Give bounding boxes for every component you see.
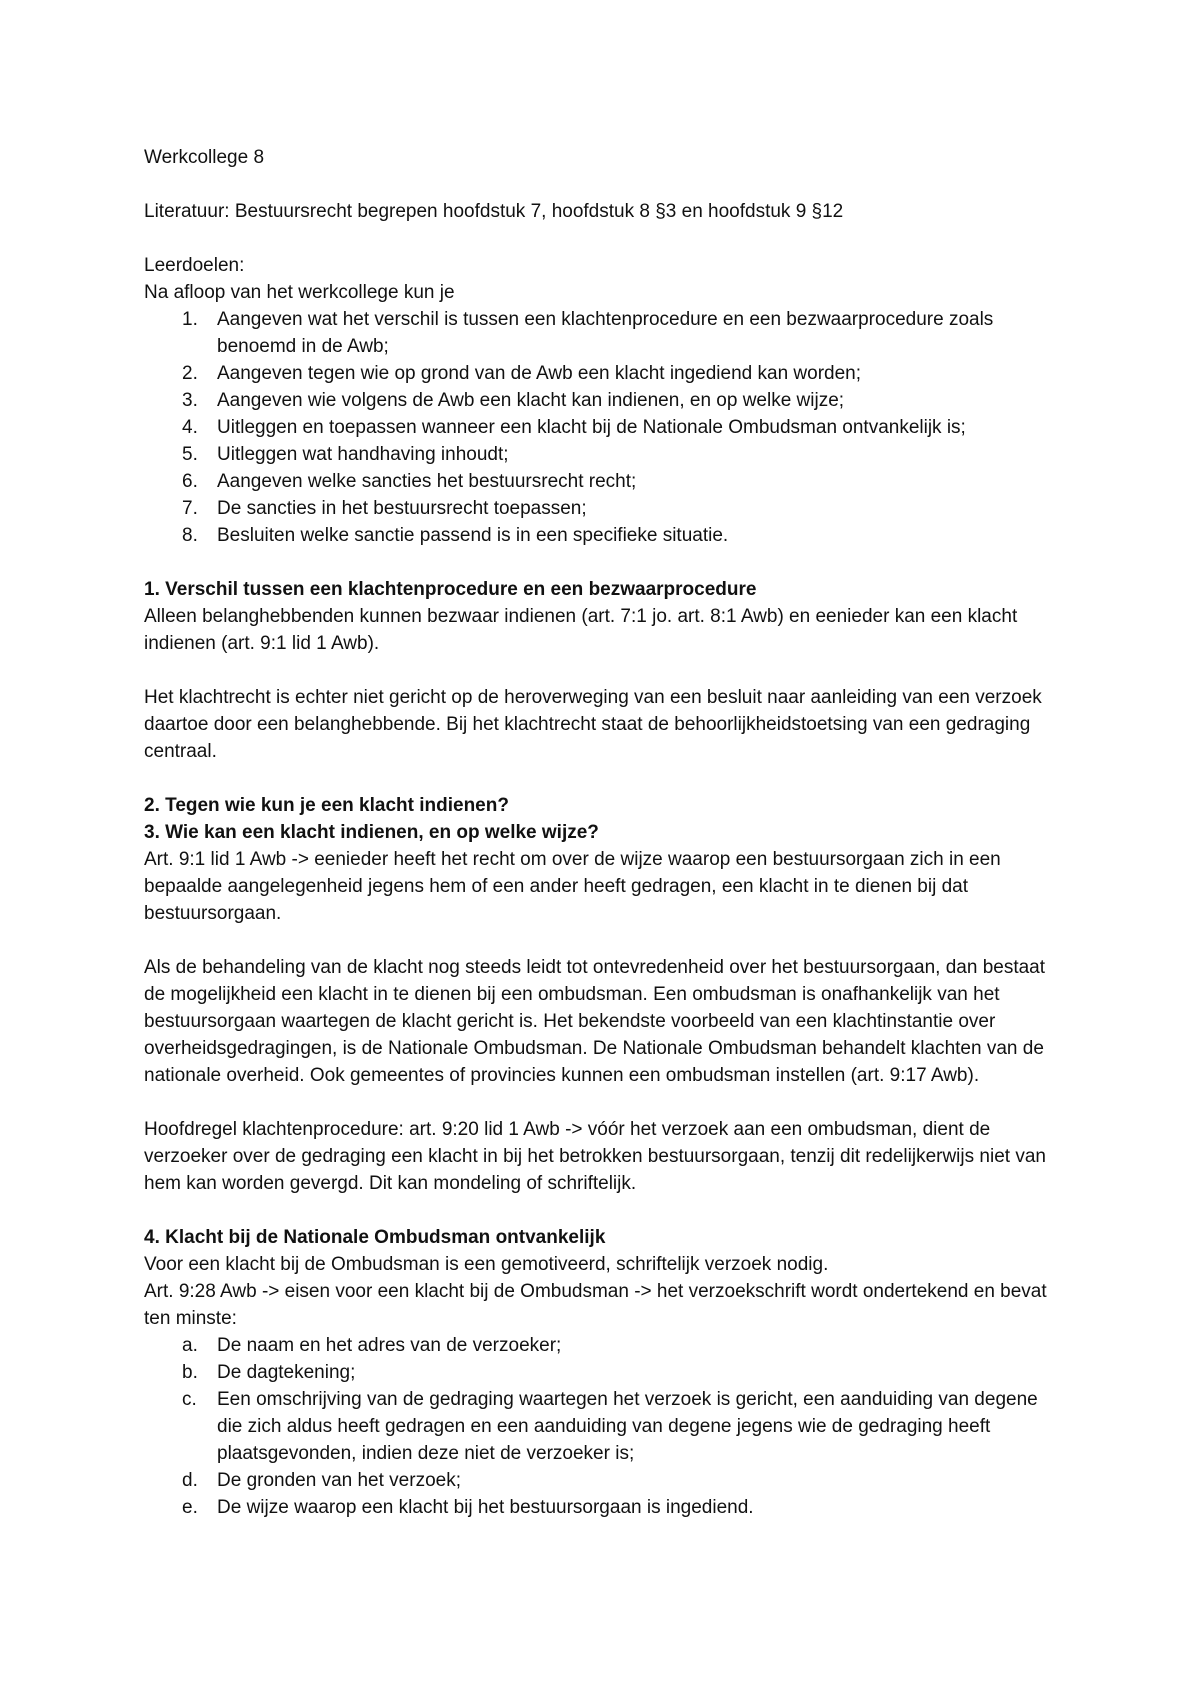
document-title: Werkcollege 8 xyxy=(144,147,265,168)
section-3-heading: 3. Wie kan een klacht indienen, en op welke wijze? xyxy=(144,822,599,843)
section-1-heading: 1. Verschil tussen een klachtenprocedure en een bezwaarprocedure xyxy=(144,579,757,600)
list-marker: 3. xyxy=(182,390,198,411)
list-item-text: De naam en het adres van de verzoeker; xyxy=(217,1335,562,1356)
section-4-heading: 4. Klacht bij de Nationale Ombudsman ontvankelijk xyxy=(144,1227,606,1248)
literature-line: Literatuur: Bestuursrecht begrepen hoofdstuk 7, hoofdstuk 8 §3 en hoofdstuk 9 §12 xyxy=(144,201,844,222)
list-item-text: Uitleggen en toepassen wanneer een klacht bij de Nationale Ombudsman ontvankelijk is; xyxy=(217,417,966,438)
list-marker: 8. xyxy=(182,525,198,546)
list-marker: 2. xyxy=(182,363,198,384)
section-3-paragraph-3: Hoofdregel klachtenprocedure: art. 9:20 lid 1 Awb -> vóór het verzoek aan een ombudsman, dient de verzoeker over de gedraging een klacht in bij het betrokken bestuursorgaan, tenzij dit redelijkerwijs niet van hem kan worden gevergd. Dit kan mondeling of schriftelijk. xyxy=(144,1119,1046,1194)
learning-goals-heading: Leerdoelen: xyxy=(144,255,245,276)
list-item xyxy=(144,306,1064,360)
list-item-text: De gronden van het verzoek; xyxy=(217,1470,461,1491)
list-item xyxy=(144,414,1064,441)
list-item xyxy=(144,1494,1064,1521)
section-1-paragraph-2: Het klachtrecht is echter niet gericht op de heroverweging van een besluit naar aanleiding van een verzoek daartoe door een belanghebbende. Bij het klachtrecht staat de behoorlijkheidstoetsing van een gedraging centraal. xyxy=(144,687,1042,762)
list-marker: b. xyxy=(182,1362,198,1383)
list-item-text: Uitleggen wat handhaving inhoudt; xyxy=(217,444,509,465)
list-marker: 4. xyxy=(182,417,198,438)
section-3-paragraph-1: Art. 9:1 lid 1 Awb -> eenieder heeft het recht om over de wijze waarop een bestuursorgaan zich in een bepaalde aangelegenheid jegens hem of een ander heeft gedragen, een klacht in te dienen bij dat bestuursorgaan. xyxy=(144,849,1001,924)
list-item-text: Aangeven wie volgens de Awb een klacht kan indienen, en op welke wijze; xyxy=(217,390,845,411)
list-item-text: Aangeven wat het verschil is tussen een klachtenprocedure en een bezwaarprocedure zoals benoemd in de Awb; xyxy=(217,309,994,357)
section-4-paragraph-1: Voor een klacht bij de Ombudsman is een gemotiveerd, schriftelijk verzoek nodig. xyxy=(144,1254,829,1275)
list-item xyxy=(144,1386,1064,1467)
requirements-list xyxy=(144,1332,1064,1521)
list-item xyxy=(144,441,1064,468)
list-marker: d. xyxy=(182,1470,198,1491)
list-marker: a. xyxy=(182,1335,198,1356)
list-marker: 6. xyxy=(182,471,198,492)
list-item-text: Een omschrijving van de gedraging waartegen het verzoek is gericht, een aanduiding van degene die zich aldus heeft gedragen en een aanduiding van degene jegens wie de gedraging heeft plaatsgevonden, indien deze niet de verzoeker is; xyxy=(217,1389,1038,1464)
list-item xyxy=(144,495,1064,522)
list-item xyxy=(144,1332,1064,1359)
list-item-text: Besluiten welke sanctie passend is in een specifieke situatie. xyxy=(217,525,729,546)
list-item-text: De wijze waarop een klacht bij het bestuursorgaan is ingediend. xyxy=(217,1497,754,1518)
section-1-paragraph-1: Alleen belanghebbenden kunnen bezwaar indienen (art. 7:1 jo. art. 8:1 Awb) en eenieder kan een klacht indienen (art. 9:1 lid 1 Awb). xyxy=(144,606,1018,654)
list-marker: 5. xyxy=(182,444,198,465)
list-marker: 1. xyxy=(182,309,198,330)
document-page xyxy=(144,144,1064,1521)
list-marker: 7. xyxy=(182,498,198,519)
section-2-heading: 2. Tegen wie kun je een klacht indienen? xyxy=(144,795,509,816)
list-item xyxy=(144,387,1064,414)
list-item-text: De dagtekening; xyxy=(217,1362,356,1383)
section-3-paragraph-2: Als de behandeling van de klacht nog steeds leidt tot ontevredenheid over het bestuursorgaan, dan bestaat de mogelijkheid een klacht in te dienen bij een ombudsman. Een ombudsman is onafhankelijk van het bestuursorgaan waartegen de klacht gericht is. Het bekendste voorbeeld van een klachtinstantie over overheidsgedragingen, is de Nationale Ombudsman. De Nationale Ombudsman behandelt klachten van de nationale overheid. Ook gemeentes of provincies kunnen een ombudsman instellen (art. 9:17 Awb). xyxy=(144,957,1046,1086)
list-marker: e. xyxy=(182,1497,198,1518)
section-4-paragraph-2: Art. 9:28 Awb -> eisen voor een klacht bij de Ombudsman -> het verzoekschrift wordt ondertekend en bevat ten minste: xyxy=(144,1281,1047,1329)
list-item xyxy=(144,1467,1064,1494)
list-item-text: Aangeven tegen wie op grond van de Awb een klacht ingediend kan worden; xyxy=(217,363,862,384)
learning-goals-intro: Na afloop van het werkcollege kun je xyxy=(144,282,455,303)
list-item-text: Aangeven welke sancties het bestuursrecht recht; xyxy=(217,471,637,492)
learning-goals-list xyxy=(144,306,1064,549)
list-item xyxy=(144,360,1064,387)
list-item xyxy=(144,1359,1064,1386)
list-marker: c. xyxy=(182,1389,197,1410)
list-item xyxy=(144,468,1064,495)
list-item xyxy=(144,522,1064,549)
list-item-text: De sancties in het bestuursrecht toepassen; xyxy=(217,498,587,519)
